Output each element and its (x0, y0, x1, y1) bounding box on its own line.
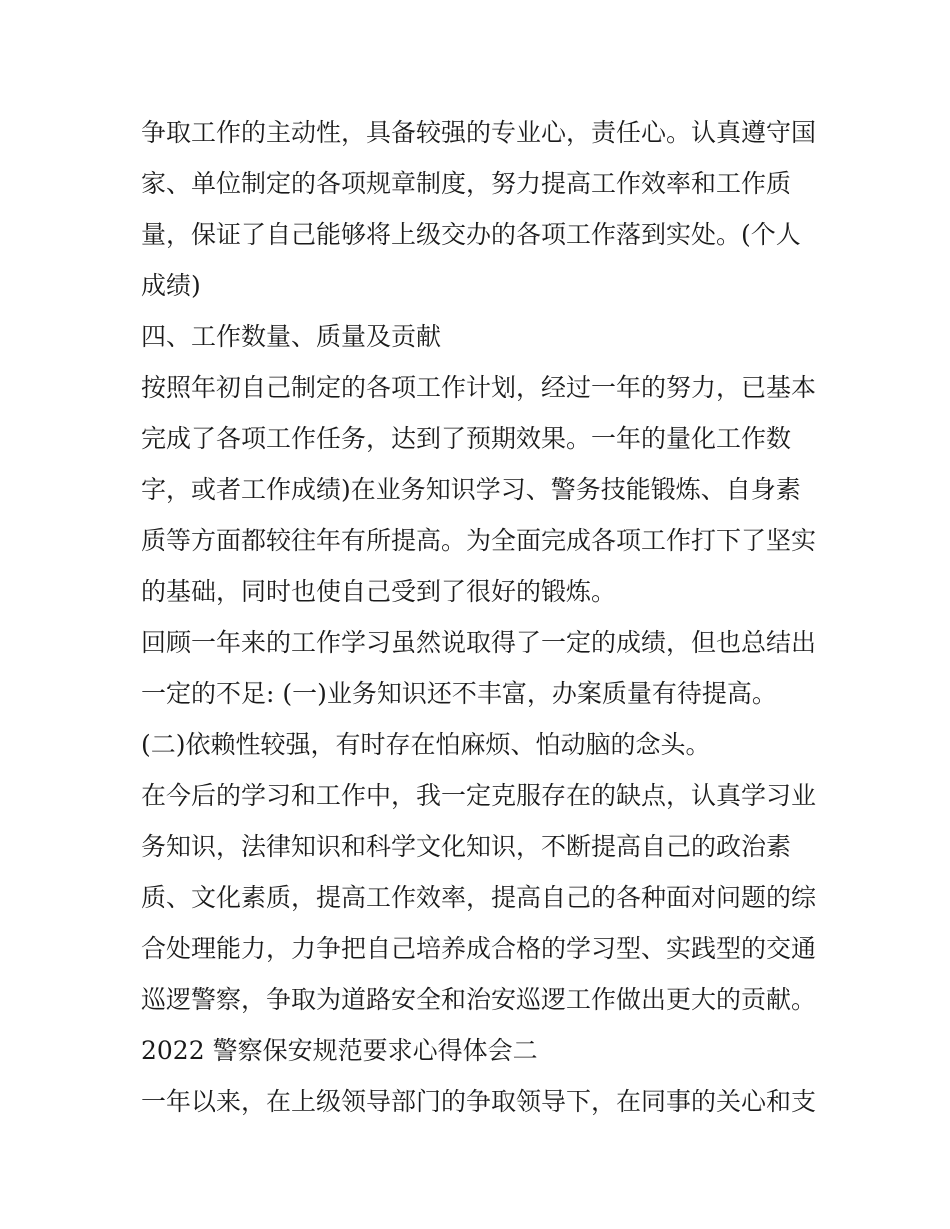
text-line: 一年以来，在上级领导部门的争取领导下，在同事的关心和支 (141, 1087, 817, 1116)
text-line: 量，保证了自己能够将上级交办的各项工作落到实处。(个人 (141, 220, 801, 249)
text-line: 质、文化素质，提高工作效率，提高自己的各种面对问题的综 (141, 883, 817, 912)
text-line: 巡逻警察，争取为道路安全和治安巡逻工作做出更大的贡献。 (141, 985, 817, 1014)
text-line: 务知识，法律知识和科学文化知识，不断提高自己的政治素 (141, 832, 792, 861)
text-line: 质等方面都较往年有所提高。为全面完成各项工作打下了坚实 (141, 526, 817, 555)
text-line: 按照年初自己制定的各项工作计划，经过一年的努力，已基本 (141, 373, 817, 402)
text-line: 在今后的学习和工作中，我一定克服存在的缺点，认真学习业 (141, 781, 817, 810)
text-line: 家、单位制定的各项规章制度，努力提高工作效率和工作质 (141, 169, 792, 198)
text-line: 完成了各项工作任务，达到了预期效果。一年的量化工作数 (141, 424, 792, 453)
document-body (141, 107, 841, 1127)
text-line: 一定的不足: (一)业务知识还不丰富，办案质量有待提高。 (141, 679, 777, 708)
text-line: 成绩) (141, 271, 201, 300)
text-line: 字，或者工作成绩)在业务知识学习、警务技能锻炼、自身素 (141, 475, 801, 504)
text-line: 争取工作的主动性，具备较强的专业心，责任心。认真遵守国 (141, 118, 817, 147)
text-line: 回顾一年来的工作学习虽然说取得了一定的成绩，但也总结出 (141, 628, 817, 657)
text-line: (二)依赖性较强，有时存在怕麻烦、怕动脑的念头。 (141, 730, 711, 759)
document-subtitle: 2022 警察保安规范要求心得体会二 (141, 1036, 538, 1065)
text-line: 合处理能力，力争把自己培养成合格的学习型、实践型的交通 (141, 934, 817, 963)
text-line: 的基础，同时也使自己受到了很好的锻炼。 (141, 577, 617, 606)
section-heading: 四、工作数量、质量及贡献 (141, 322, 442, 351)
